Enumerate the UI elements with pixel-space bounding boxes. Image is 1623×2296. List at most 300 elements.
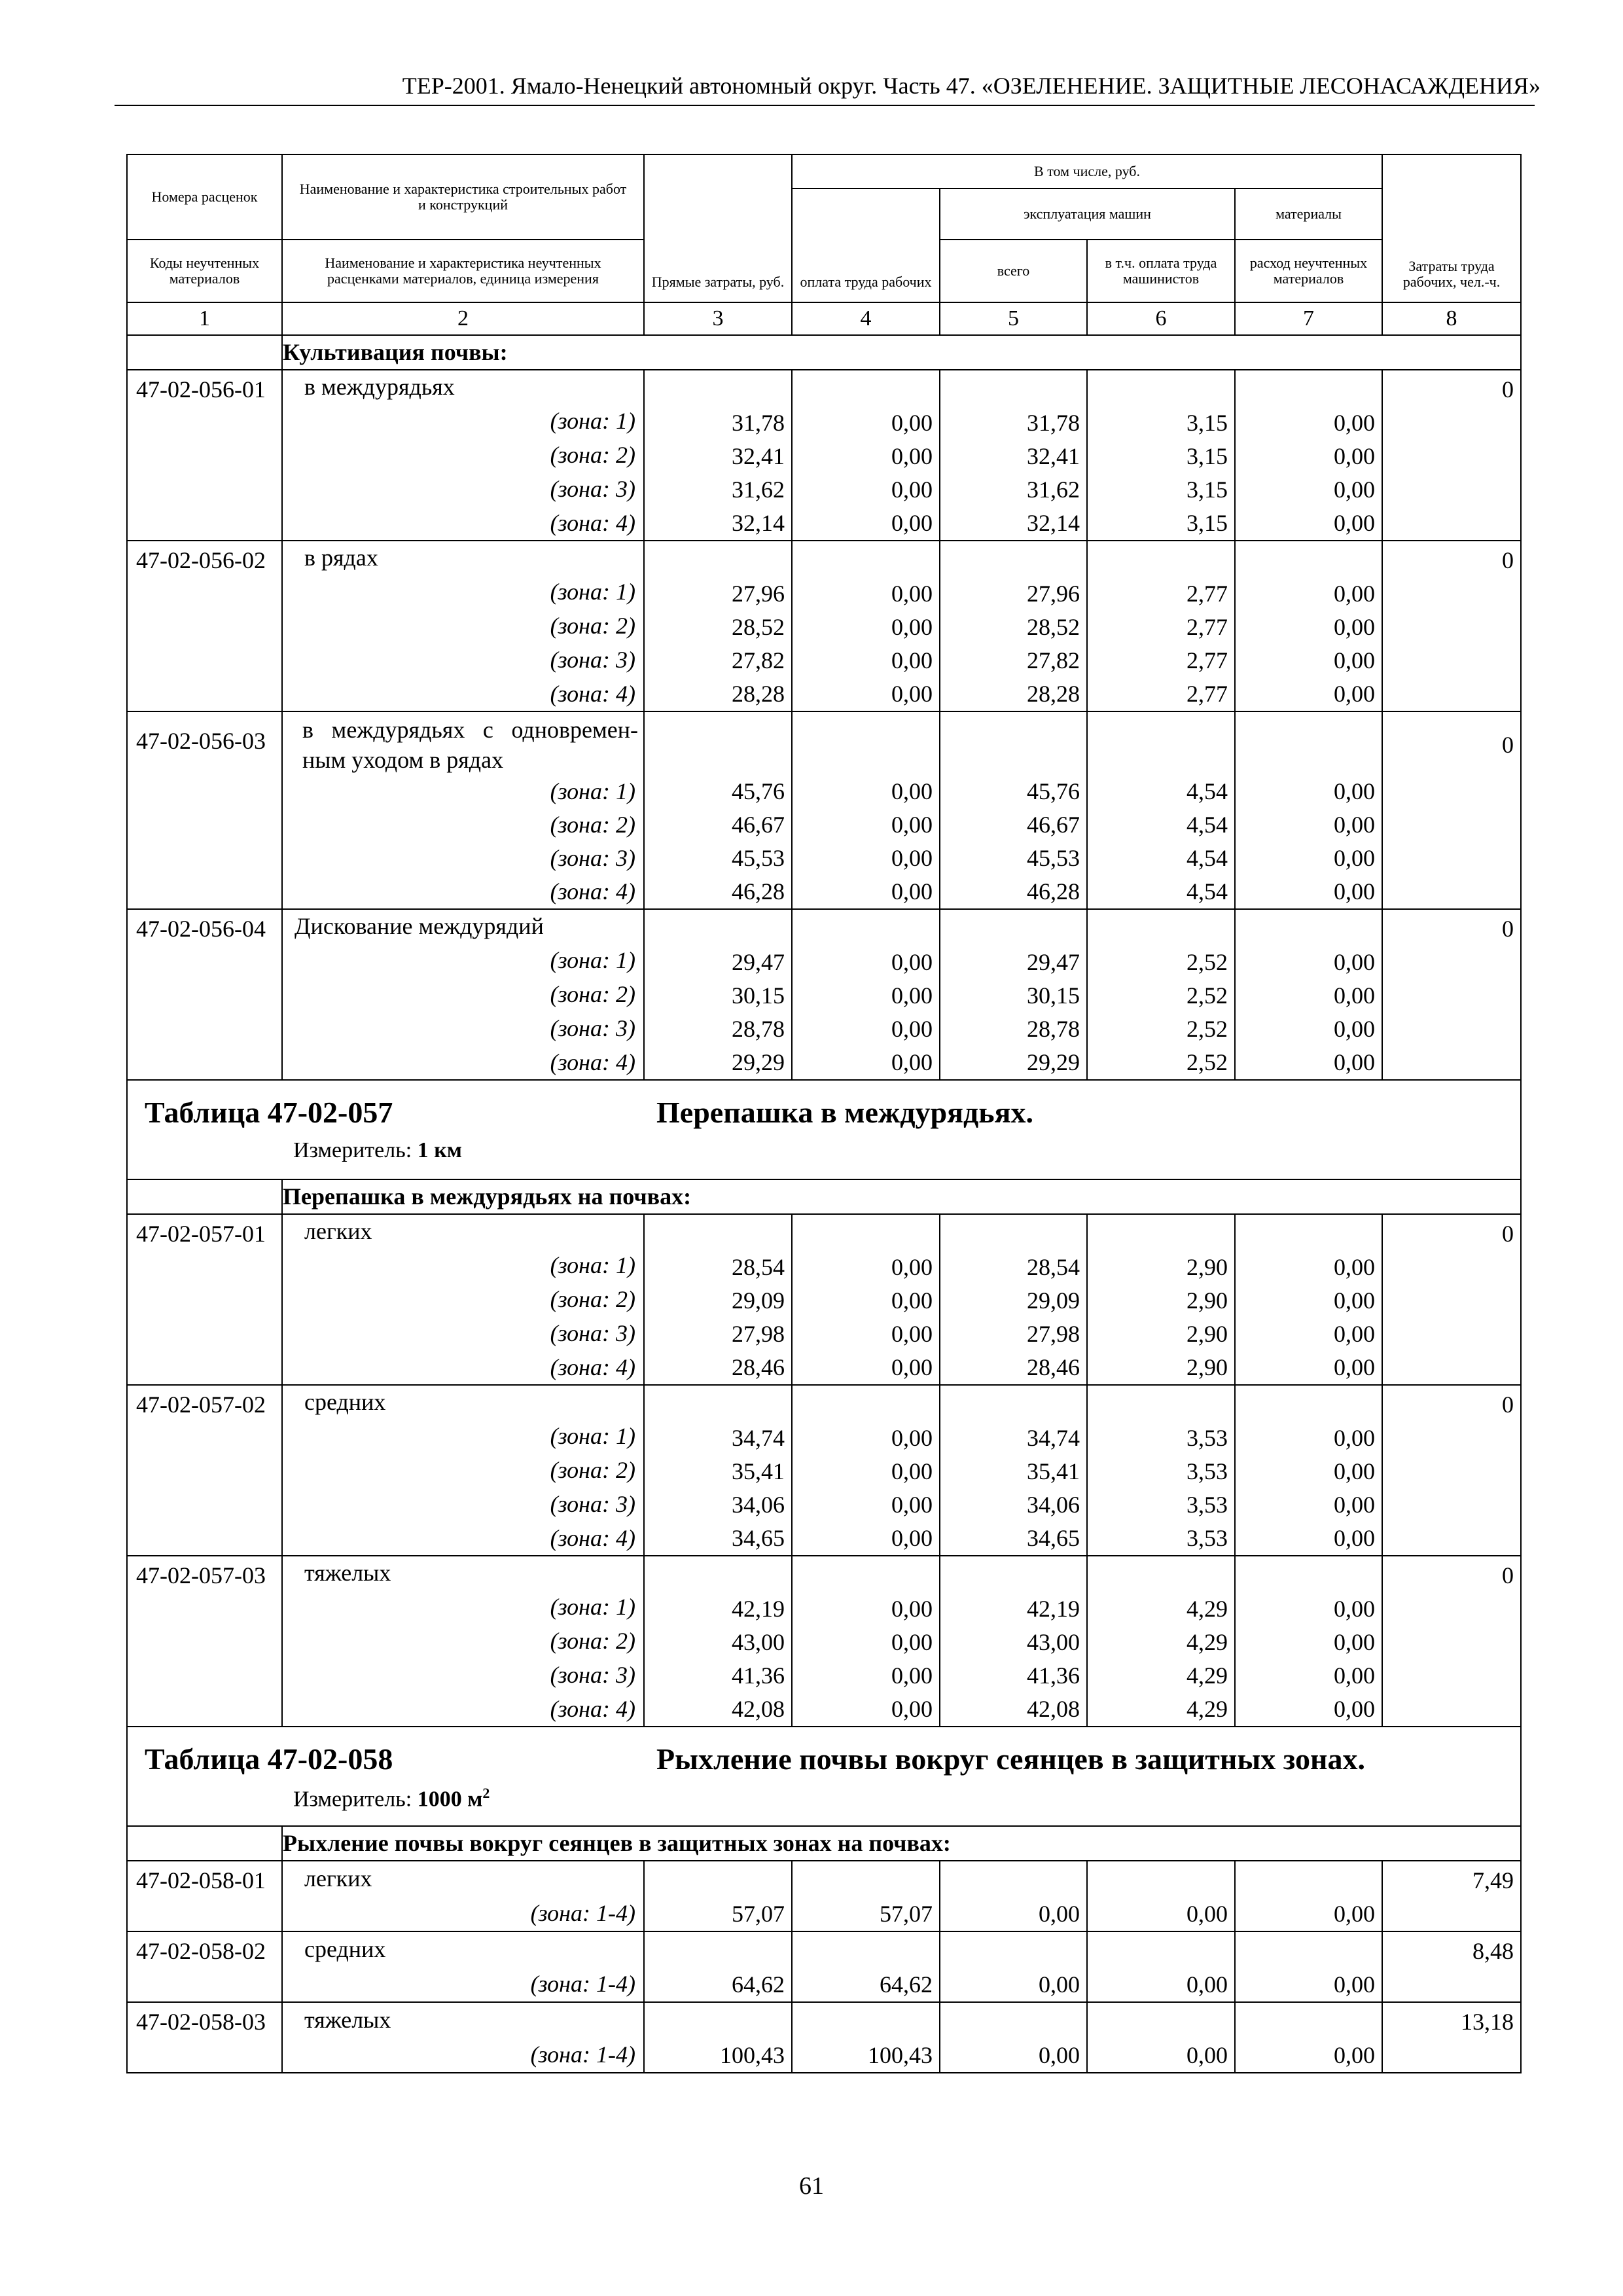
rate-name: в рядах	[304, 545, 378, 571]
empty-cell	[127, 335, 282, 370]
value-stack	[793, 2005, 939, 2072]
value-column	[644, 909, 792, 1080]
value-cell: 0,00	[891, 812, 933, 838]
value-cell: 4,54	[1186, 878, 1228, 905]
labor-cost: 0	[1502, 1562, 1514, 1588]
value-cell: 46,67	[732, 812, 785, 838]
labor-cost: 0	[1502, 376, 1514, 403]
zone-cell	[282, 1658, 644, 1692]
labor-cost-cell	[1382, 711, 1521, 909]
value-column	[1087, 541, 1235, 711]
zone-label: (зона: 3)	[550, 1319, 635, 1346]
value-cell: 0,00	[891, 1525, 933, 1551]
value-cell: 0,00	[891, 845, 933, 871]
value-cell: 3,53	[1186, 1525, 1228, 1551]
value-cell: 0,00	[1334, 1662, 1376, 1689]
value-cell: 0,00	[891, 476, 933, 503]
value-stack	[1236, 1935, 1382, 2001]
zone-label: (зона: 4)	[550, 878, 635, 905]
page-number: 61	[799, 2172, 824, 2200]
rate-code: 47-02-058-01	[136, 1867, 266, 1893]
value-cell: 0,00	[1334, 1458, 1376, 1484]
labor-cost-cell	[1382, 1861, 1521, 1931]
zone-label: (зона: 2)	[550, 1627, 635, 1654]
section-title-058-text: Рыхление почвы вокруг сеянцев в защитных зонах на почвах:	[282, 1826, 1521, 1861]
zone-cell	[282, 808, 644, 842]
rate-code-cell	[127, 370, 282, 541]
labor-cost-cell	[1382, 1385, 1521, 1556]
value-stack	[940, 1864, 1086, 1931]
value-column	[644, 1214, 792, 1385]
value-cell: 0,00	[1039, 2042, 1080, 2068]
value-stack	[1236, 2005, 1382, 2072]
labor-cost-cell	[1382, 541, 1521, 711]
value-cell: 27,96	[732, 581, 785, 607]
rate-name-cell	[282, 370, 644, 404]
rate-code: 47-02-058-02	[136, 1938, 266, 1964]
value-stack	[940, 2005, 1086, 2072]
table-name: Перепашка в междурядьях.	[656, 1096, 1034, 1129]
value-column	[1087, 1385, 1235, 1556]
zone-label: (зона: 3)	[550, 646, 635, 673]
rate-row	[127, 909, 1521, 944]
value-stack	[940, 1388, 1086, 1555]
value-cell: 35,41	[732, 1458, 785, 1484]
value-column	[940, 909, 1087, 1080]
column-number: 1	[127, 302, 282, 335]
rate-name-cell	[282, 1385, 644, 1420]
header-rule	[115, 105, 1535, 106]
value-column	[1087, 1214, 1235, 1385]
table-title-057	[127, 1080, 1521, 1179]
rate-name-cell	[282, 1214, 644, 1249]
rate-code: 47-02-057-01	[136, 1221, 266, 1247]
zone-label: (зона: 1)	[550, 1594, 635, 1621]
column-number: 2	[282, 302, 644, 335]
value-cell: 0,00	[891, 410, 933, 436]
value-cell: 32,14	[732, 510, 785, 536]
value-cell: 0,00	[1334, 1287, 1376, 1314]
value-column	[644, 711, 792, 909]
value-cell: 3,53	[1186, 1458, 1228, 1484]
value-column	[792, 1931, 940, 2002]
rate-name: легких	[304, 1865, 372, 1892]
zone-cell	[282, 1420, 644, 1454]
value-stack	[1236, 544, 1382, 711]
value-cell: 0,00	[1334, 1596, 1376, 1622]
value-column	[940, 541, 1087, 711]
value-cell: 3,15	[1186, 476, 1228, 503]
value-column	[940, 370, 1087, 541]
value-cell: 0,00	[891, 510, 933, 536]
zone-label: (зона: 4)	[550, 680, 635, 707]
zone-label: (зона: 1-4)	[530, 2041, 635, 2068]
labor-cost: 0	[1502, 547, 1514, 573]
value-cell: 3,53	[1186, 1492, 1228, 1518]
zone-cell	[282, 944, 644, 978]
value-cell: 31,62	[1027, 476, 1080, 503]
value-cell: 29,29	[1027, 1049, 1080, 1075]
value-cell: 2,90	[1186, 1287, 1228, 1314]
value-stack	[1088, 373, 1234, 540]
value-cell: 0,00	[1334, 1971, 1376, 1998]
value-cell: 0,00	[891, 778, 933, 804]
zone-label: (зона: 2)	[550, 612, 635, 639]
value-column	[1087, 909, 1235, 1080]
rate-code: 47-02-057-03	[136, 1562, 266, 1588]
rate-name: легких	[304, 1218, 372, 1245]
value-stack	[793, 373, 939, 540]
rate-code-cell	[127, 541, 282, 711]
value-column	[1087, 1931, 1235, 2002]
value-cell: 2,90	[1186, 1354, 1228, 1380]
value-column	[1235, 541, 1382, 711]
rate-row	[127, 1861, 1521, 1896]
col3-header: Прямые затраты, руб.	[644, 154, 792, 302]
rate-code-cell	[127, 1385, 282, 1556]
column-number: 3	[644, 302, 792, 335]
column-number: 7	[1235, 302, 1382, 335]
zone-label: (зона: 1)	[550, 1423, 635, 1450]
value-column	[792, 909, 940, 1080]
value-column	[644, 1556, 792, 1727]
rate-name: средних	[304, 1936, 386, 1962]
rate-name: тяжелых	[304, 1560, 391, 1587]
value-cell: 32,41	[1027, 443, 1080, 469]
value-column	[644, 541, 792, 711]
value-column	[1235, 1385, 1382, 1556]
value-cell: 34,74	[732, 1425, 785, 1451]
zone-cell	[282, 2037, 644, 2073]
value-cell: 34,65	[1027, 1525, 1080, 1551]
value-stack	[940, 912, 1086, 1079]
value-cell: 34,65	[732, 1525, 785, 1551]
value-cell: 0,00	[1334, 2042, 1376, 2068]
rate-code-cell	[127, 1214, 282, 1385]
zone-label: (зона: 3)	[550, 1661, 635, 1688]
value-cell: 28,54	[732, 1254, 785, 1280]
value-cell: 0,00	[891, 1049, 933, 1075]
value-column	[792, 1214, 940, 1385]
zone-cell	[282, 875, 644, 909]
table-title-057-cell	[127, 1080, 1521, 1179]
value-stack	[645, 2005, 791, 2072]
column-numbers-row	[127, 302, 1521, 335]
value-cell: 64,62	[732, 1971, 785, 1998]
value-cell: 29,47	[1027, 949, 1080, 975]
value-column	[940, 1861, 1087, 1931]
value-column	[1235, 2002, 1382, 2073]
value-column	[1235, 1556, 1382, 1727]
value-stack	[1236, 912, 1382, 1079]
value-cell: 3,15	[1186, 510, 1228, 536]
rate-code-cell	[127, 909, 282, 1080]
value-cell: 28,52	[1027, 614, 1080, 640]
zone-label: (зона: 2)	[550, 812, 635, 838]
group-header: В том числе, руб.	[792, 154, 1382, 188]
value-cell: 3,53	[1186, 1425, 1228, 1451]
zone-label: (зона: 4)	[550, 1354, 635, 1380]
value-cell: 28,54	[1027, 1254, 1080, 1280]
value-column	[1235, 1931, 1382, 2002]
value-stack	[1236, 373, 1382, 540]
value-cell: 0,00	[1186, 1971, 1228, 1998]
labor-cost: 8,48	[1472, 1938, 1514, 1964]
value-stack	[940, 373, 1086, 540]
value-stack	[1236, 1217, 1382, 1384]
value-cell: 27,82	[1027, 647, 1080, 673]
value-column	[644, 2002, 792, 2073]
value-cell: 27,98	[1027, 1321, 1080, 1347]
value-column	[644, 1385, 792, 1556]
value-cell: 28,78	[1027, 1016, 1080, 1042]
rate-name-cell	[282, 2002, 644, 2037]
labor-cost-cell	[1382, 909, 1521, 1080]
table-label: Таблица 47-02-058	[145, 1742, 393, 1776]
value-cell: 0,00	[891, 1696, 933, 1722]
value-stack	[645, 912, 791, 1079]
value-stack	[793, 1217, 939, 1384]
value-cell: 0,00	[1039, 1901, 1080, 1927]
zone-label: (зона: 1-4)	[530, 1971, 635, 1997]
value-cell: 0,00	[1334, 1525, 1376, 1551]
rate-name: Дискование междурядий	[294, 913, 544, 940]
value-stack	[1236, 1559, 1382, 1726]
value-cell: 0,00	[891, 982, 933, 1009]
value-column	[644, 1931, 792, 2002]
value-cell: 28,28	[732, 681, 785, 707]
zone-label: (зона: 2)	[550, 980, 635, 1007]
value-cell: 0,00	[1334, 1354, 1376, 1380]
rate-code-cell	[127, 2002, 282, 2073]
rate-name: средних	[304, 1389, 386, 1416]
value-column	[1235, 1214, 1382, 1385]
value-column	[792, 2002, 940, 2073]
zone-cell	[282, 1521, 644, 1556]
value-cell: 0,00	[891, 1425, 933, 1451]
value-cell: 0,00	[891, 1016, 933, 1042]
table-label: Таблица 47-02-057	[145, 1096, 393, 1129]
value-column	[1235, 909, 1382, 1080]
value-cell: 43,00	[1027, 1629, 1080, 1655]
value-stack	[793, 544, 939, 711]
zone-cell	[282, 643, 644, 677]
rate-row	[127, 1214, 1521, 1249]
zone-cell	[282, 1283, 644, 1317]
zone-cell	[282, 1624, 644, 1659]
zone-cell	[282, 1967, 644, 2002]
value-cell: 27,82	[732, 647, 785, 673]
section-title-058	[127, 1826, 1521, 1861]
table-title-058	[127, 1727, 1521, 1826]
value-stack	[1088, 1935, 1234, 2001]
rate-code-cell	[127, 711, 282, 909]
value-cell: 0,00	[1334, 1016, 1376, 1042]
value-cell: 0,00	[1334, 982, 1376, 1009]
labor-cost: 0	[1502, 916, 1514, 942]
value-cell: 45,76	[732, 778, 785, 804]
rate-code-cell	[127, 1861, 282, 1931]
col4-header: оплата труда рабочих	[792, 188, 940, 302]
value-cell: 0,00	[891, 1662, 933, 1689]
value-cell: 57,07	[732, 1901, 785, 1927]
column-number: 4	[792, 302, 940, 335]
value-column	[1087, 370, 1235, 541]
col5-header: всего	[940, 240, 1087, 302]
value-cell: 4,29	[1186, 1629, 1228, 1655]
rate-code: 47-02-056-03	[136, 728, 266, 754]
rates-table	[126, 154, 1522, 2073]
labor-cost: 0	[1502, 732, 1514, 758]
value-cell: 0,00	[1334, 1049, 1376, 1075]
value-stack	[1236, 715, 1382, 908]
measure-value: 1 км	[417, 1138, 462, 1162]
col1-top-header: Номера расценок	[127, 154, 282, 240]
value-column	[940, 1556, 1087, 1727]
rate-name-cell	[282, 541, 644, 575]
rate-row	[127, 711, 1521, 775]
value-cell: 28,46	[1027, 1354, 1080, 1380]
value-cell: 0,00	[891, 878, 933, 905]
value-stack	[645, 544, 791, 711]
value-cell: 0,00	[891, 1354, 933, 1380]
value-cell: 2,52	[1186, 982, 1228, 1009]
value-stack	[793, 1864, 939, 1931]
zone-label: (зона: 2)	[550, 1456, 635, 1483]
value-cell: 27,96	[1027, 581, 1080, 607]
value-cell: 2,90	[1186, 1254, 1228, 1280]
zone-cell	[282, 1454, 644, 1488]
zone-cell	[282, 404, 644, 439]
value-cell: 4,54	[1186, 778, 1228, 804]
rate-row	[127, 370, 1521, 404]
value-column	[792, 1556, 940, 1727]
value-stack	[645, 715, 791, 908]
labor-cost: 0	[1502, 1221, 1514, 1247]
labor-cost: 13,18	[1461, 2009, 1514, 2035]
zone-cell	[282, 1316, 644, 1350]
col1-bottom-header: Коды неучтенных материалов	[127, 240, 282, 302]
value-cell: 42,19	[1027, 1596, 1080, 1622]
value-cell: 0,00	[1334, 510, 1376, 536]
value-cell: 32,41	[732, 443, 785, 469]
value-cell: 30,15	[732, 982, 785, 1009]
value-cell: 2,77	[1186, 681, 1228, 707]
value-cell: 46,28	[732, 878, 785, 905]
value-cell: 0,00	[891, 1321, 933, 1347]
rate-code-cell	[127, 1556, 282, 1727]
materials-header: материалы	[1235, 188, 1382, 240]
value-stack	[1236, 1388, 1382, 1555]
value-cell: 0,00	[1334, 1901, 1376, 1927]
zone-cell	[282, 677, 644, 711]
value-cell: 0,00	[1334, 614, 1376, 640]
value-cell: 4,54	[1186, 812, 1228, 838]
rate-code-cell	[127, 1931, 282, 2002]
value-cell: 28,78	[732, 1016, 785, 1042]
col2-top-header: Наименование и характеристика строительных работ и конструкций	[282, 154, 644, 240]
value-cell: 28,52	[732, 614, 785, 640]
rate-name-cell	[282, 1556, 644, 1590]
section-title-057	[127, 1179, 1521, 1214]
rate-name-cell	[282, 1861, 644, 1896]
section-title-057-text: Перепашка в междурядьях на почвах:	[282, 1179, 1521, 1214]
value-column	[940, 1385, 1087, 1556]
value-cell: 0,00	[1334, 1492, 1376, 1518]
rate-name-cell	[282, 909, 644, 944]
value-stack	[645, 1388, 791, 1555]
value-stack	[1088, 2005, 1234, 2072]
value-column	[1087, 1556, 1235, 1727]
value-cell: 41,36	[732, 1662, 785, 1689]
rate-row	[127, 1931, 1521, 1967]
value-stack	[1088, 1864, 1234, 1931]
value-column	[1235, 711, 1382, 909]
value-stack	[793, 715, 939, 908]
value-cell: 4,29	[1186, 1696, 1228, 1722]
value-stack	[940, 1935, 1086, 2001]
zone-label: (зона: 3)	[550, 1014, 635, 1041]
value-cell: 0,00	[1334, 1254, 1376, 1280]
value-column	[1087, 711, 1235, 909]
value-cell: 45,53	[732, 845, 785, 871]
value-column	[644, 370, 792, 541]
rate-name-cell	[282, 1931, 644, 1967]
rate-row	[127, 541, 1521, 575]
value-cell: 100,43	[720, 2042, 785, 2068]
value-cell: 0,00	[891, 681, 933, 707]
value-cell: 0,00	[1334, 1696, 1376, 1722]
value-column	[940, 2002, 1087, 2073]
column-number: 5	[940, 302, 1087, 335]
section-title-056	[127, 335, 1521, 370]
rate-code: 47-02-057-02	[136, 1391, 266, 1418]
value-column	[1235, 1861, 1382, 1931]
value-cell: 0,00	[891, 1596, 933, 1622]
value-cell: 2,52	[1186, 1016, 1228, 1042]
value-cell: 4,54	[1186, 845, 1228, 871]
zone-cell	[282, 842, 644, 875]
value-cell: 34,06	[732, 1492, 785, 1518]
value-column	[792, 1861, 940, 1931]
value-cell: 46,67	[1027, 812, 1080, 838]
table-name: Рыхление почвы вокруг сеянцев в защитных зонах.	[656, 1742, 1366, 1776]
zone-cell	[282, 575, 644, 609]
value-stack	[1088, 1217, 1234, 1384]
value-column	[792, 541, 940, 711]
zone-cell	[282, 609, 644, 643]
value-stack	[645, 1559, 791, 1726]
measure-unit	[293, 1138, 462, 1163]
labor-cost-cell	[1382, 1556, 1521, 1727]
value-cell: 0,00	[1334, 949, 1376, 975]
zone-label: (зона: 1)	[550, 1252, 635, 1279]
header-row-1	[127, 154, 1521, 188]
value-cell: 2,90	[1186, 1321, 1228, 1347]
value-cell: 0,00	[1334, 681, 1376, 707]
rate-code: 47-02-058-03	[136, 2009, 266, 2035]
value-stack	[1088, 912, 1234, 1079]
zone-label: (зона: 2)	[550, 441, 635, 468]
value-stack	[1088, 1388, 1234, 1555]
value-column	[1087, 2002, 1235, 2073]
value-cell: 42,08	[732, 1696, 785, 1722]
rate-code: 47-02-056-04	[136, 916, 266, 942]
zone-label: (зона: 4)	[550, 1695, 635, 1722]
rate-name: в междурядьях с одновремен-ным уходом в рядах	[302, 717, 638, 773]
value-cell: 0,00	[1186, 2042, 1228, 2068]
rate-code: 47-02-056-02	[136, 547, 266, 573]
